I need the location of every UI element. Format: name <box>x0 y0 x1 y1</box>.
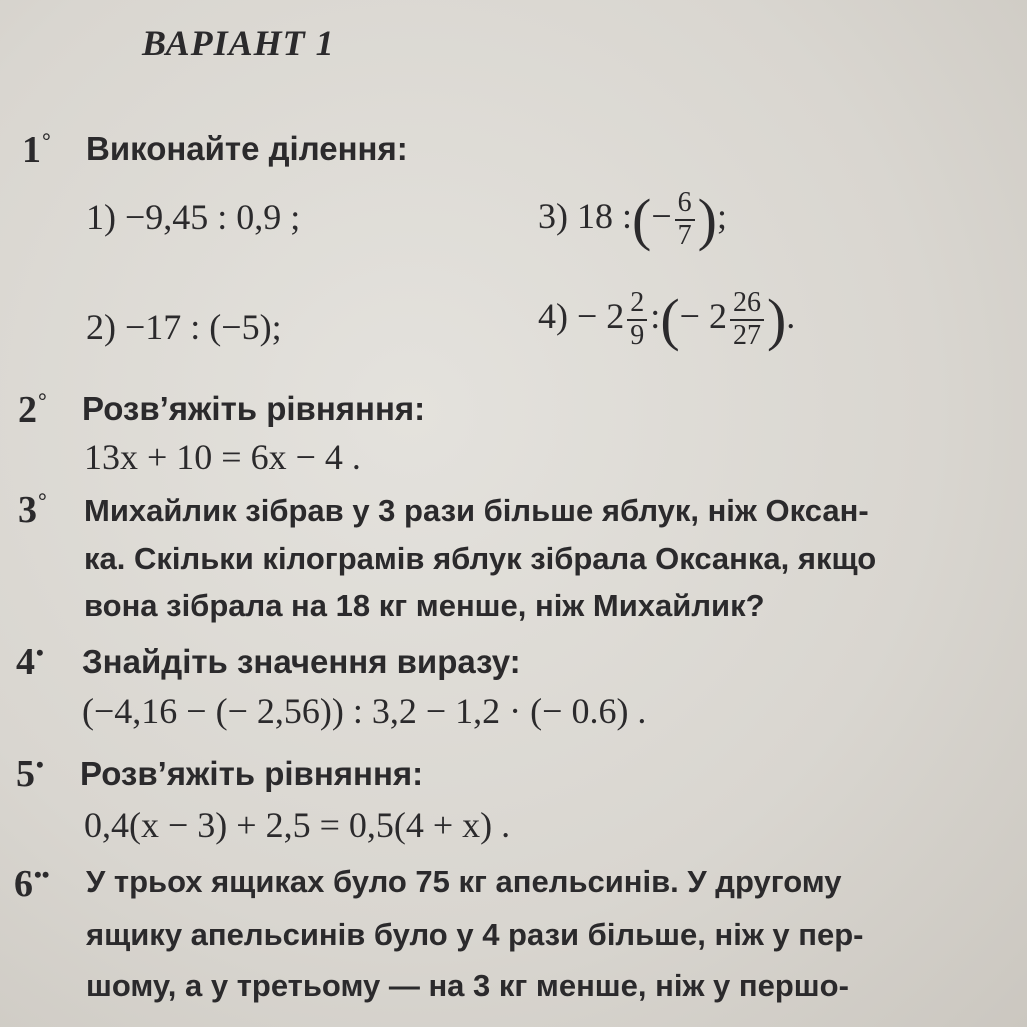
task-5-number <box>16 752 44 796</box>
task-6-line-3: шому, а у третьому — на 3 кг менше, ніж у першо- <box>86 968 849 1003</box>
task-number: 1 <box>22 129 41 171</box>
task-1-item-3: 3) 18 :(− $\frac{6}{7}$ ); <box>538 186 727 252</box>
task-1-item-2: 2) −17 : (−5); <box>86 307 282 347</box>
task-number: 2 <box>18 389 37 431</box>
task-6-number <box>14 862 49 906</box>
task-4-number <box>16 640 44 684</box>
difficulty-mark: • <box>36 640 44 666</box>
task-1-item-1: 1) −9,45 : 0,9 ; <box>86 197 301 237</box>
task-3-line-2: ка. Скільки кілограмів яблук зібрала Оксанка, якщо <box>84 541 877 576</box>
expr-text: ; <box>716 195 727 236</box>
difficulty-mark: ° <box>42 128 51 154</box>
task-1-number <box>22 128 51 172</box>
task-6-line-1: У трьох ящиках було 75 кг апельсинів. У другому <box>86 864 842 899</box>
task-1-item-4: 4) − 2 $\frac{2}{9}$ :(− 2 $\frac{26}{27}$ ). <box>538 286 796 352</box>
expr-text: 4) − 2 <box>538 295 625 336</box>
expr-text: . <box>786 295 796 336</box>
task-3-line-1: Михайлик зібрав у 3 рази більше яблук, ніж Оксан- <box>84 493 869 528</box>
task-3-number <box>18 488 47 532</box>
task-4-expression: (−4,16 − (− 2,56)) : 3,2 − 1,2 · (− 0.6) . <box>82 691 647 731</box>
task-2-number <box>18 388 47 432</box>
task-6-line-2: ящику апельсинів було у 4 рази більше, ніж у пер- <box>86 917 864 952</box>
task-number: 4 <box>16 641 35 683</box>
task-5-heading: Розв’яжіть рівняння: <box>80 755 424 792</box>
task-1-heading: Виконайте ділення: <box>86 130 408 167</box>
task-3-line-3: вона зібрала на 18 кг менше, ніж Михайлик? <box>84 588 765 623</box>
task-2-heading: Розв’яжіть рівняння: <box>82 390 426 427</box>
difficulty-mark: ° <box>38 388 47 414</box>
expr-text: − 2 <box>679 295 727 336</box>
difficulty-mark: ° <box>38 488 47 514</box>
task-number: 6 <box>14 863 33 905</box>
page-title: ВАРІАНТ 1 <box>142 23 335 63</box>
task-5-equation: 0,4(x − 3) + 2,5 = 0,5(4 + x) . <box>84 805 511 845</box>
fraction: $\frac{6}{7}$ <box>675 188 695 252</box>
task-4-heading: Знайдіть значення виразу: <box>82 643 521 680</box>
task-number: 3 <box>18 489 37 531</box>
expr-text: 3) 18 : <box>538 195 632 236</box>
task-number: 5 <box>16 753 35 795</box>
fraction: $\frac{26}{27}$ <box>730 288 764 352</box>
fraction: $\frac{2}{9}$ <box>627 288 647 352</box>
difficulty-mark: • <box>36 752 44 778</box>
task-2-equation: 13x + 10 = 6x − 4 . <box>84 437 361 477</box>
difficulty-mark: •• <box>34 862 50 888</box>
expr-text: : <box>650 295 661 336</box>
